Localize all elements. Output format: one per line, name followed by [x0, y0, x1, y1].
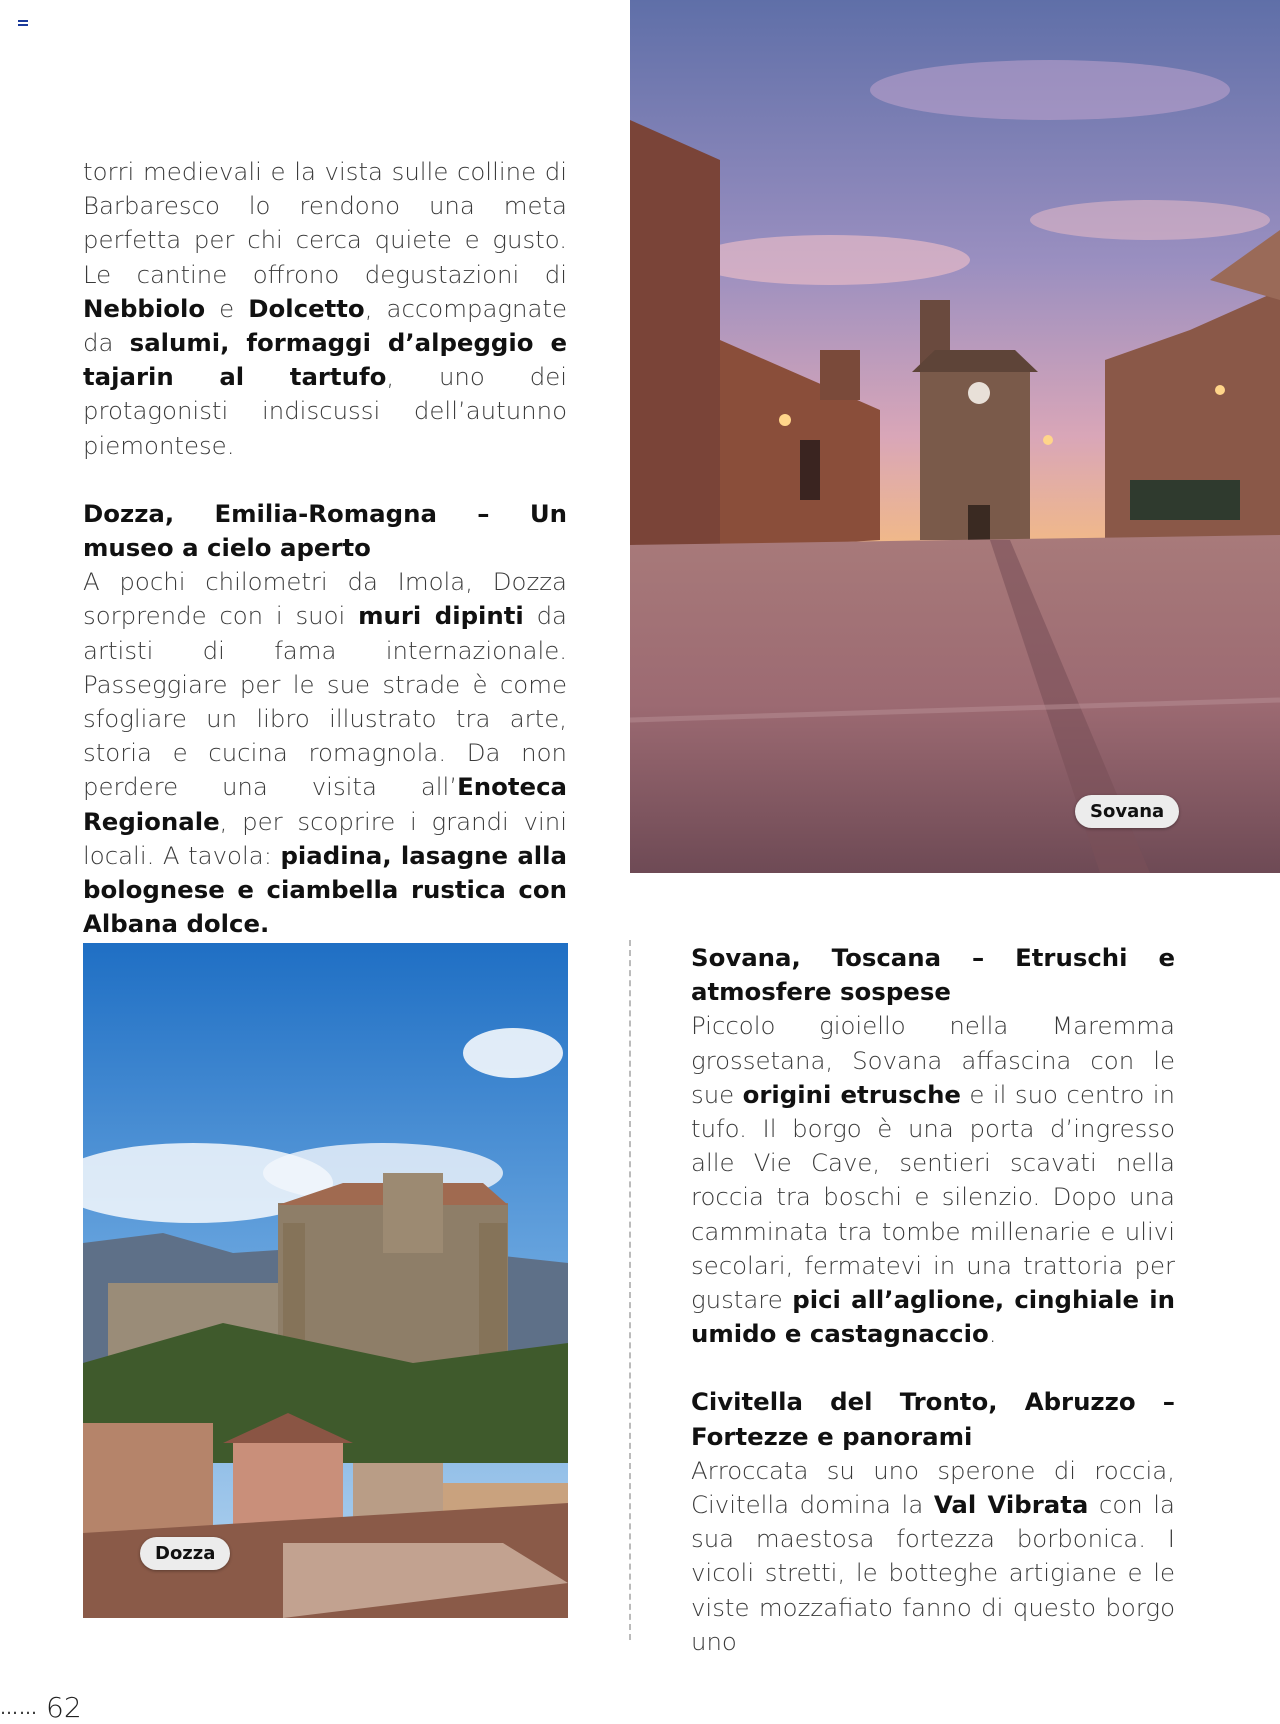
civitella-heading-line1: Civitella del Tronto, Abruzzo –: [691, 1387, 1175, 1417]
dozza-heading: [83, 497, 567, 565]
left-column: [83, 155, 567, 941]
flag-icon: [18, 20, 28, 26]
text-run: da artisti di fama internazionale. Passeggiare per le sue strade è come sfogliare un libro illustrato tra arte, storia e cucina romagnola. Da non perdere una visita all’: [83, 601, 567, 802]
civitella-heading: [691, 1385, 1175, 1453]
footer-dots: ……: [0, 1698, 38, 1719]
text-run: Piccolo gioiello nella Maremma grossetana, Sovana affascina con le sue: [691, 1011, 1175, 1109]
sovana-caption: Sovana: [1075, 795, 1179, 828]
bold-text-run: Val Vibrata: [933, 1490, 1089, 1520]
text-run: e il suo centro in tufo. Il borgo è una porta d’ingresso alle Vie Cave, sentieri scavati nella roccia tra boschi e silenzio. Dopo una camminata tra tombe millenarie e ulivi secolari, fermatevi in una trattoria per gustare: [691, 1079, 1175, 1315]
sovana-heading: [691, 941, 1175, 1009]
flag-stripe-bottom: [18, 24, 28, 26]
page-number: 62: [46, 1691, 82, 1724]
page-footer: [0, 1693, 82, 1723]
dozza-paragraph: [83, 565, 567, 941]
text-run: .: [988, 1319, 997, 1349]
bold-text-run: Enoteca Regionale: [83, 772, 567, 836]
sovana-heading-line2: atmosfere sospese: [691, 977, 951, 1007]
column-divider: [629, 940, 631, 1640]
bold-text-run: Dolcetto: [248, 293, 365, 323]
civitella-heading-line2: Fortezze e panorami: [691, 1421, 973, 1451]
text-run: con la sua maestosa fortezza borbonica. I vicoli stretti, le botteghe artigiane e le viste mozzafiato fanno di questo borgo uno: [691, 1490, 1175, 1656]
text-run: A pochi chilometri da Imola, Dozza sorprende con i suoi: [83, 567, 567, 631]
civitella-paragraph: [691, 1454, 1175, 1659]
dozza-heading-line1: Dozza, Emilia-Romagna – Un: [83, 498, 567, 528]
intro-paragraph: [83, 155, 567, 463]
text-run: e: [205, 293, 249, 323]
right-column: [691, 941, 1175, 1659]
text-run: , accompagnate da: [83, 293, 568, 358]
bold-text-run: muri dipinti: [358, 601, 524, 631]
text-run: torri medievali e la vista sulle colline di Barbaresco lo rendono una meta perfetta per chi cerca quiete e gusto. Le cantine offrono degustazioni di: [83, 157, 567, 289]
bold-text-run: salumi, formaggi d’alpeggio e tajarin al tartufo: [83, 328, 568, 392]
dozza-heading-line2: museo a cielo aperto: [83, 533, 371, 563]
text-run: , per scoprire i grandi vini locali. A tavola:: [83, 806, 567, 870]
bold-text-run: pici all’aglione, cinghiale in umido e castagnaccio: [691, 1285, 1175, 1349]
dozza-photo: [83, 943, 568, 1618]
sovana-heading-line1: Sovana, Toscana – Etruschi e: [691, 943, 1175, 972]
sovana-photo: [630, 0, 1280, 873]
bold-text-run: piadina, lasagne alla bolognese e ciambella rustica con Albana dolce.: [83, 840, 567, 939]
sovana-paragraph: [691, 1009, 1175, 1351]
bold-text-run: Nebbiolo: [83, 293, 206, 323]
dozza-caption: Dozza: [140, 1537, 230, 1570]
text-run: , uno dei protagonisti indiscussi dell’autunno piemontese.: [83, 362, 567, 460]
dozza-illustration: [83, 943, 568, 1618]
sovana-illustration: [630, 0, 1280, 873]
text-run: Arroccata su uno sperone di roccia, Civitella domina la: [691, 1455, 1175, 1520]
bold-text-run: origini etrusche: [742, 1079, 961, 1109]
